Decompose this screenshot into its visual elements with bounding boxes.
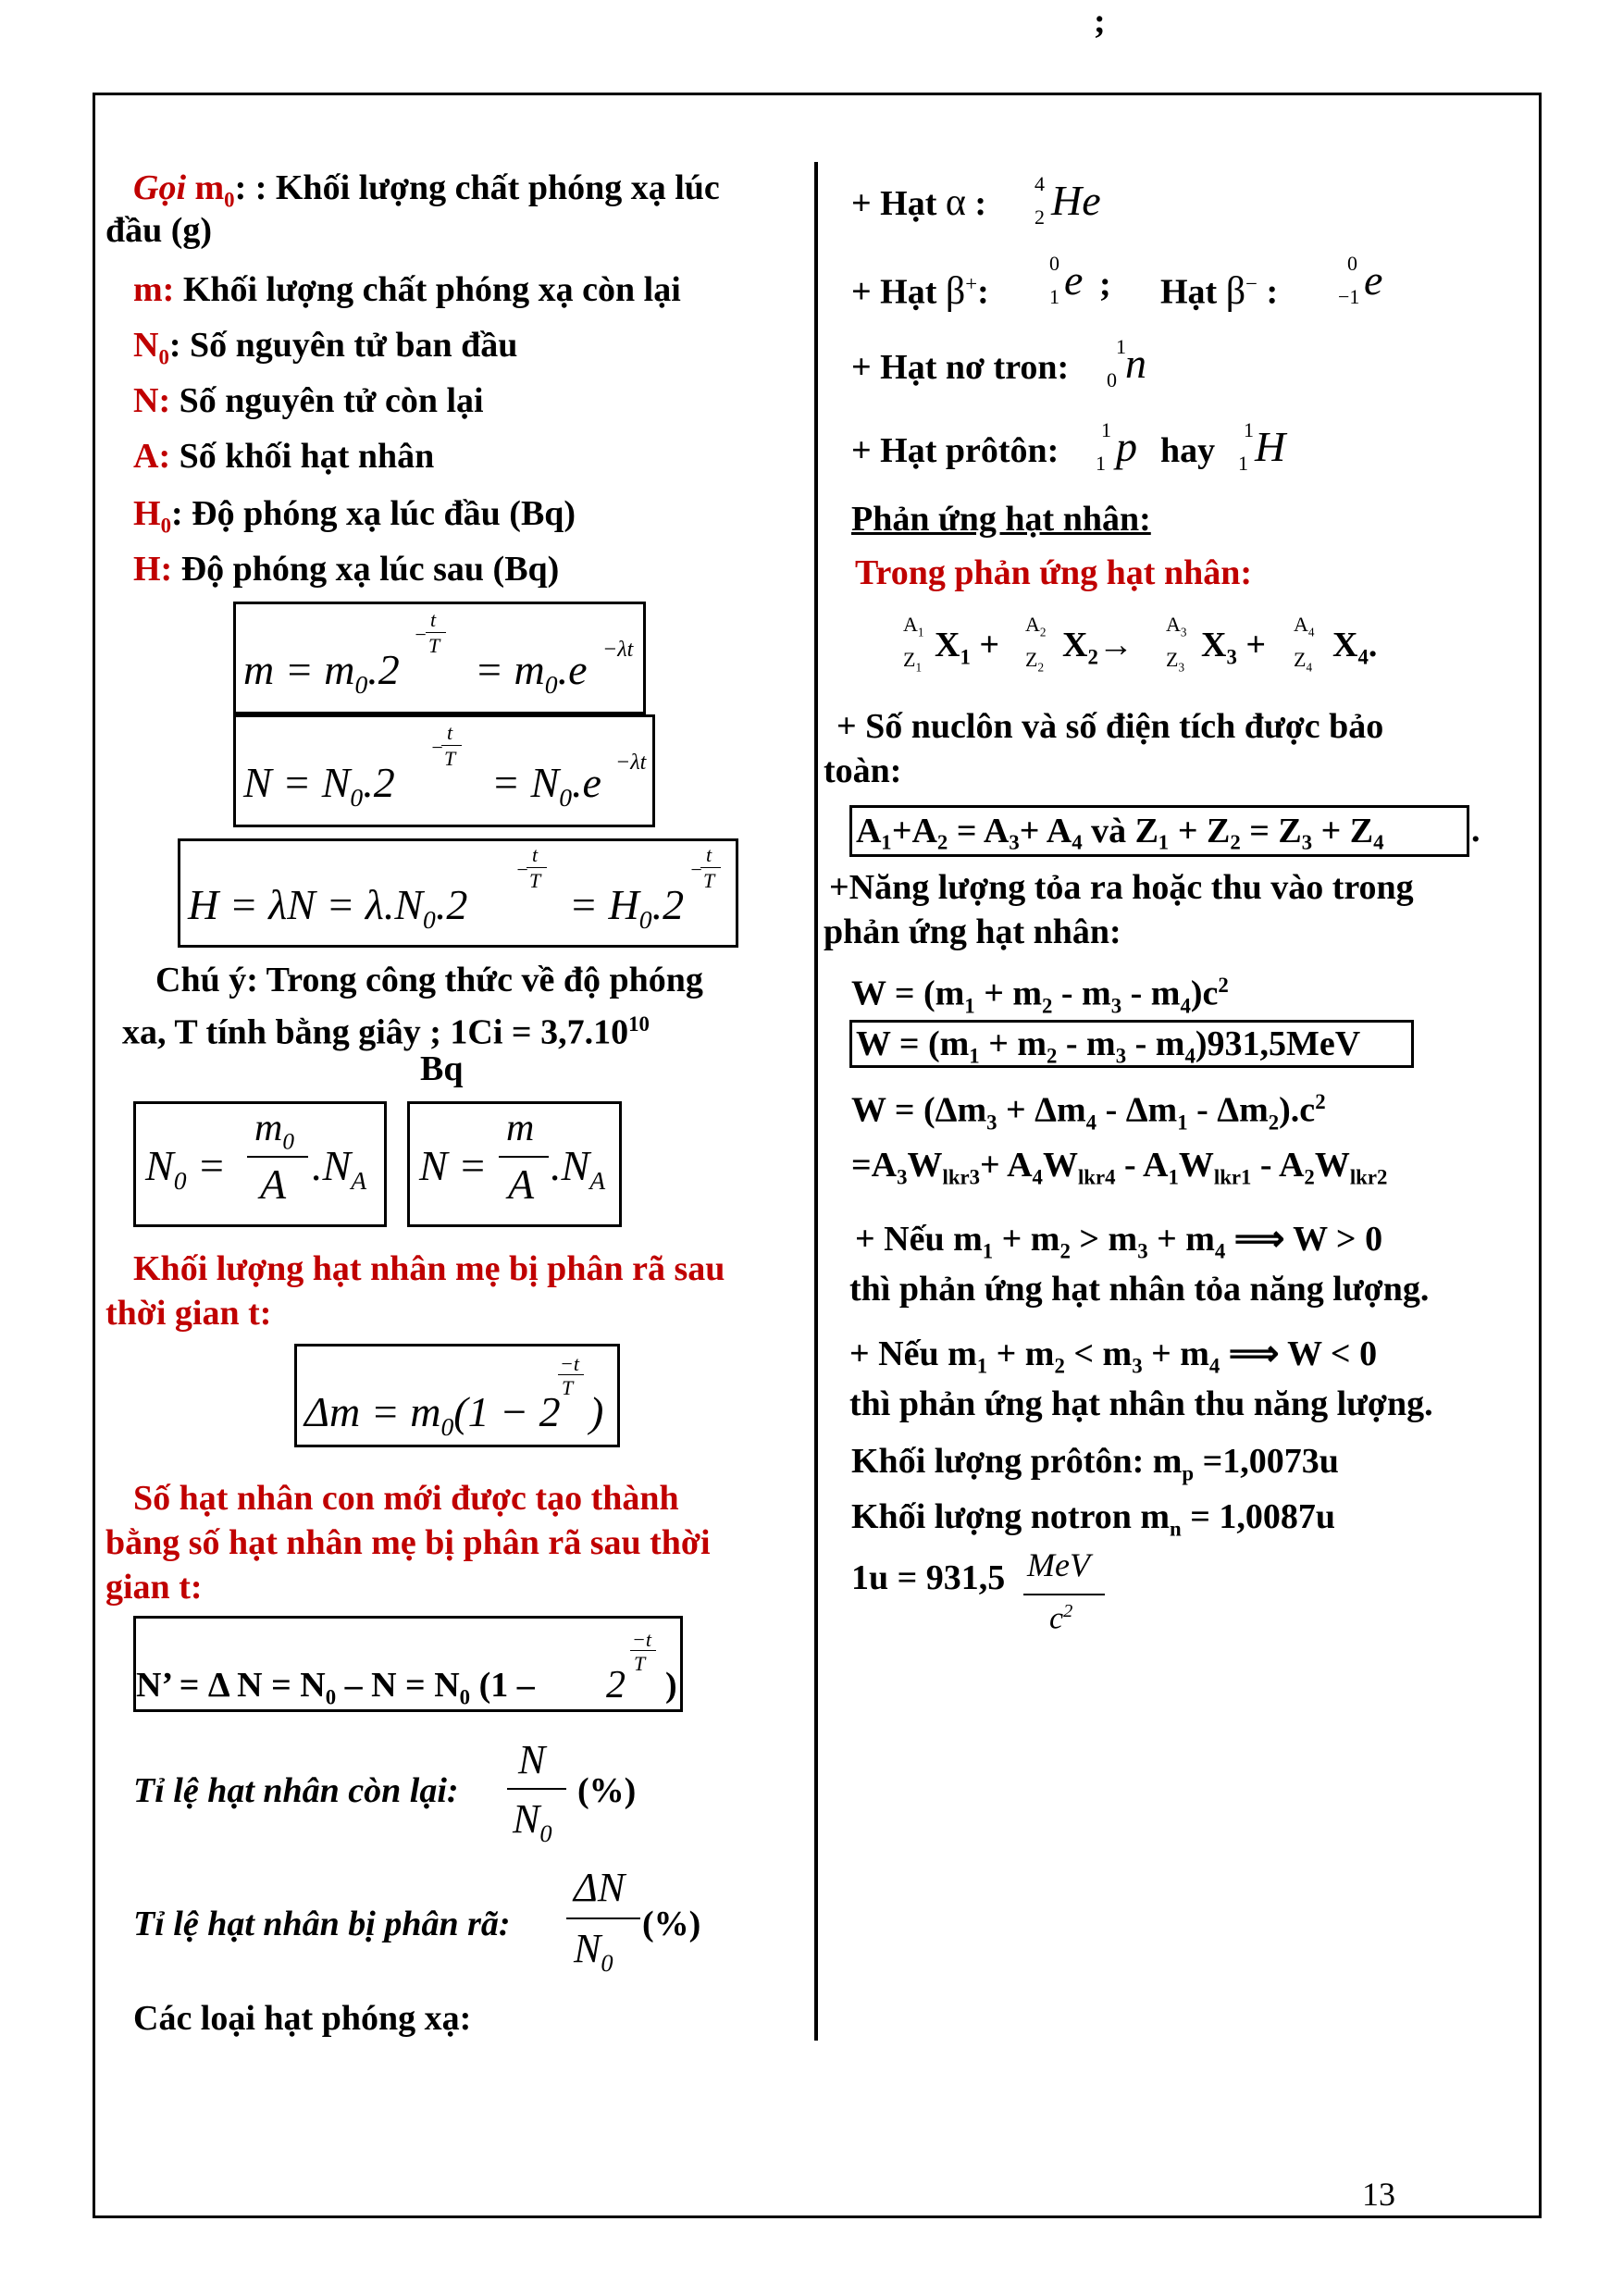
- formula-N0-from-mass: $N_0$ = $m_0$ A $.N_A$: [133, 1101, 387, 1227]
- result-exothermic: thì phản ứng hạt nhân tỏa năng lượng.: [849, 1270, 1430, 1309]
- energy-formula2-box: $W = (m_1 + m_2 - m_3 - m_4)931,5MeV$: [849, 1020, 1414, 1068]
- note-line2: xa, T tính bằng giây ; $1Ci = 3,7.10^{10}$: [122, 1012, 650, 1052]
- ratio-remaining-percent: (%): [577, 1771, 637, 1810]
- reaction-subheading: Trong phản ứng hạt nhân:: [855, 553, 1253, 592]
- formula-activity: $H = \lambda N = \lambda.N_0.2$ − t T = $H_0.2$ − t T: [178, 838, 738, 948]
- note-line1: Chú ý: Trong công thức về độ phóng: [155, 961, 703, 999]
- mass-decayed-heading2: thời gian t:: [105, 1294, 272, 1333]
- def-m0-cont: đầu (g): [105, 211, 213, 250]
- mass-decayed-heading1: Khối lượng hạt nhân mẹ bị phân rã sau: [133, 1249, 725, 1288]
- def-H0: $H_0$: Độ phóng xạ lúc đầu (Bq): [133, 494, 576, 538]
- amu-conversion: 1u = 931,5: [851, 1558, 1006, 1597]
- daughter-heading3: gian t:: [105, 1568, 203, 1607]
- reaction-heading: Phản ứng hạt nhân:: [851, 500, 1151, 539]
- def-N: N: Số nguyên tử còn lại: [133, 381, 484, 420]
- energy-heading2: phản ứng hạt nhân:: [824, 912, 1121, 951]
- result-endothermic: thì phản ứng hạt nhân thu năng lượng.: [849, 1384, 1433, 1423]
- conservation-period: .: [1471, 811, 1481, 850]
- energy-heading1: +Năng lượng tỏa ra hoặc thu vào trong: [829, 868, 1414, 907]
- beta-minus-particle: Hạt β− :: [1160, 269, 1279, 313]
- conservation-line2: toàn:: [824, 751, 902, 790]
- condition-endothermic: + Nếu $m_1 + m_2 < m_3 + m_4$ ⟹ W < 0: [849, 1334, 1378, 1378]
- beta-plus-particle: + Hạt β+:: [851, 269, 989, 313]
- def-m: m: Khối lượng chất phóng xạ còn lại: [133, 270, 681, 309]
- energy-formula3: $W = (\Delta m_3 + \Delta m_4 - \Delta m_1 - \Delta m_2).c^2$: [851, 1090, 1326, 1135]
- proton-particle: + Hạt prôtôn:: [851, 431, 1059, 470]
- def-A: A: Số khối hạt nhân: [133, 437, 435, 476]
- alpha-particle: + Hạt α :: [851, 181, 987, 224]
- daughter-heading2: bằng số hạt nhân mẹ bị phân rã sau thời: [105, 1523, 711, 1562]
- def-N0: $N_0$: Số nguyên tử ban đầu: [133, 326, 518, 369]
- energy-formula4: $=A_3W_{lkr3}+ A_4W_{lkr4} - A_1W_{lkr1} - A_2W_{lkr2}$: [851, 1146, 1388, 1189]
- def-H: H: Độ phóng xạ lúc sau (Bq): [133, 550, 560, 589]
- proton-mass: Khối lượng prôtôn: $m_p =1,0073u$: [851, 1442, 1339, 1485]
- ratio-decayed-percent: (%): [642, 1905, 701, 1943]
- def-m0: Gọi $m_0$: : Khối lượng chất phóng xạ lúc: [133, 168, 720, 212]
- energy-formula1: $W = (m_1 + m_2 - m_3 - m_4)c^2$: [851, 974, 1229, 1018]
- formula-daughter-count: N’ = Δ $N = N_0 - N = N_0$ (1 – 2 −t T ): [133, 1616, 683, 1712]
- proton-or: hay: [1160, 431, 1216, 470]
- page-number: 13: [1362, 2176, 1395, 2213]
- formula-mass-decay: $m = m_0.2$ − t T = $m_0.e$ −λt: [233, 602, 646, 714]
- ratio-decayed-label: Tỉ lệ hạt nhân bị phân rã:: [133, 1905, 511, 1943]
- formula-N-from-mass: N = m A $.N_A$: [407, 1101, 622, 1227]
- column-divider: [814, 162, 818, 2041]
- formula-mass-decayed: $\Delta m = m_0(1 - 2$ −t T ): [294, 1344, 620, 1447]
- daughter-heading1: Số hạt nhân con mới được tạo thành: [133, 1479, 679, 1518]
- formula-number-decay: $N = N_0.2$ − t T = $N_0.e$ −λt: [233, 714, 655, 827]
- neutron-particle: + Hạt nơ tron:: [851, 348, 1070, 387]
- conservation-line1: + Số nuclôn và số điện tích được bảo: [836, 707, 1384, 746]
- neutron-mass: Khối lượng notron $m_n = 1,0087u$: [851, 1497, 1336, 1541]
- conservation-box: A₁+A₂ = A₃+ A₄ và Z₁ + Z₂ = Z₃ + Z₄: [849, 805, 1469, 857]
- particle-types-heading: Các loại hạt phóng xạ:: [133, 1999, 472, 2038]
- ratio-remaining-label: Tỉ lệ hạt nhân còn lại:: [133, 1771, 459, 1810]
- condition-exothermic: + Nếu $m_1 + m_2 > m_3 + m_4$ ⟹ W > 0: [855, 1220, 1383, 1263]
- beta-plus-sep: ;: [1099, 265, 1111, 304]
- note-line3: Bq: [420, 1049, 464, 1088]
